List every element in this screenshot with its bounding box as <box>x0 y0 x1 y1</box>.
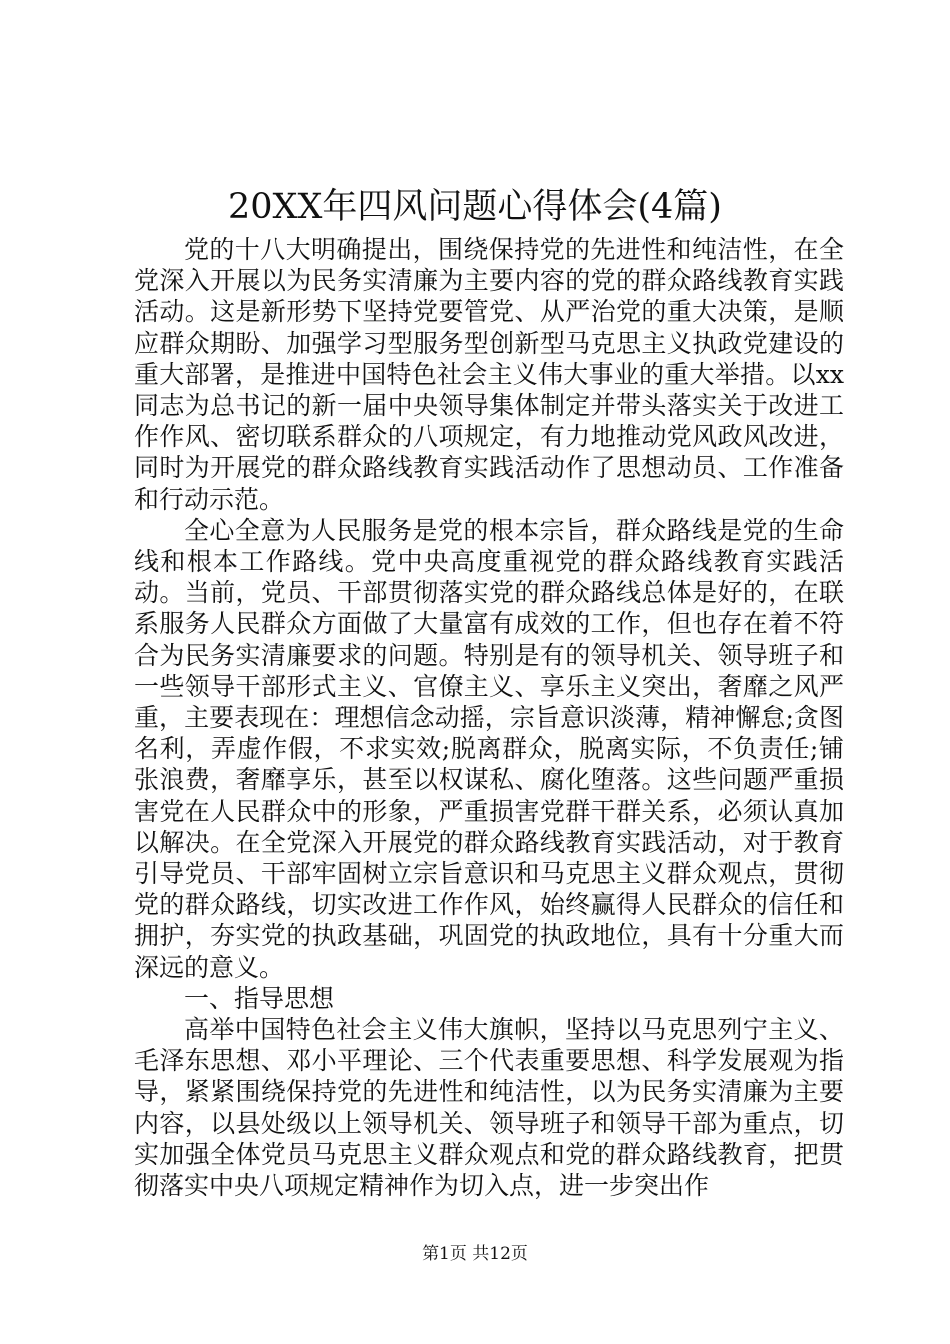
document-body <box>134 234 844 1201</box>
page-footer: 第1页 共12页 <box>422 1244 528 1264</box>
section-paragraph: 高举中国特色社会主义伟大旗帜，坚持以马克思列宁主义、毛泽东思想、邓小平理论、三个代表重要思想、科学发展观为指导，紧紧围绕保持党的先进性和纯洁性，以为民务实清廉为主要内容，以县处级以上领导机关、领导班子和领导干部为重点，切实加强全体党员马克思主义群众观点和党的群众路线教育，把贯彻落实中央八项规定精神作为切入点，进一步突出作 <box>134 1015 844 1201</box>
body-paragraph-1: 党的十八大明确提出，围绕保持党的先进性和纯洁性，在全党深入开展以为民务实清廉为主要内容的党的群众路线教育实践活动。这是新形势下坚持党要管党、从严治党的重大决策，是顺应群众期盼、加强学习型服务型创新型马克思主义执政党建设的重大部署，是推进中国特色社会主义伟大事业的重大举措。以xx同志为总书记的新一届中央领导集体制定并带头落实关于改进工作作风、密切联系群众的八项规定，有力地推动党风政风改进，同时为开展党的群众路线教育实践活动作了思想动员、工作准备和行动示范。 <box>134 235 844 514</box>
section-heading: 一、指导思想 <box>184 983 335 1013</box>
document-title: 20XX年四风问题心得体会(4篇) <box>228 187 722 227</box>
body-paragraph-2: 全心全意为人民服务是党的根本宗旨，群众路线是党的生命线和根本工作路线。党中央高度重视党的群众路线教育实践活动。当前，党员、干部贯彻落实党的群众路线总体是好的，在联系服务人民群众方面做了大量富有成效的工作，但也存在着不符合为民务实清廉要求的问题。特别是有的领导机关、领导班子和一些领导干部形式主义、官僚主义、享乐主义突出，奢靡之风严重，主要表现在：理想信念动摇，宗旨意识淡薄，精神懈怠;贪图名利，弄虚作假，不求实效;脱离群众，脱离实际，不负责任;铺张浪费，奢靡享乐，甚至以权谋私、腐化堕落。这些问题严重损害党在人民群众中的形象，严重损害党群干群关系，必须认真加以解决。在全党深入开展党的群众路线教育实践活动，对于教育引导党员、干部牢固树立宗旨意识和马克思主义群众观点，贯彻党的群众路线，切实改进工作作风，始终赢得人民群众的信任和拥护，夯实党的执政基础，巩固党的执政地位，具有十分重大而深远的意义。 <box>134 515 844 982</box>
